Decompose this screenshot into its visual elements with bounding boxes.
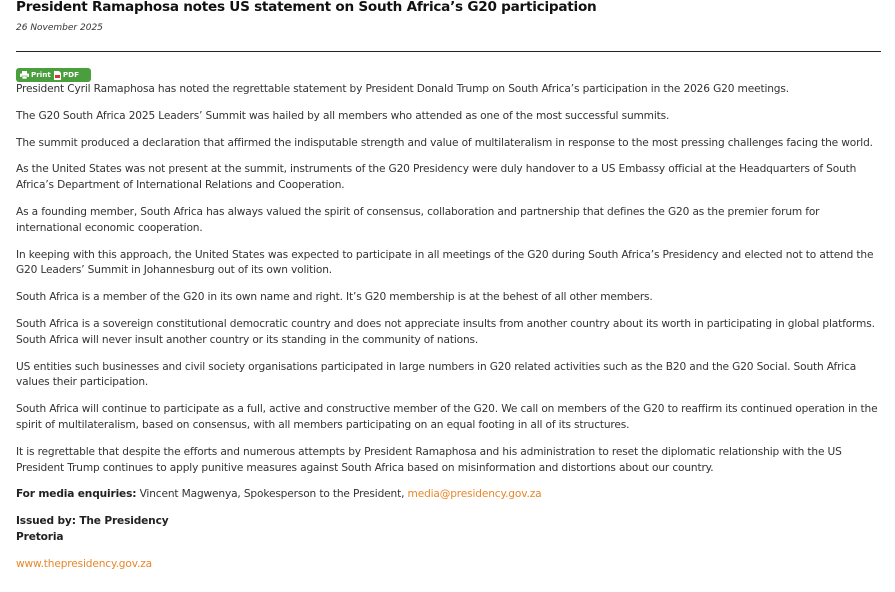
pdf-label: PDF	[62, 70, 79, 79]
issued-by	[16, 514, 882, 546]
paragraph: South Africa is a sovereign constitutional democratic country and does not appreciate insults from another country about its worth in participating in global platforms. South Africa will never insult another country or its standing in the community of nations.	[16, 317, 875, 346]
article	[16, 0, 882, 584]
issued-by-line: Issued by: The Presidency	[16, 515, 169, 528]
media-contact: Vincent Magwenya, Spokesperson to the President,	[139, 488, 405, 501]
website-line	[16, 557, 882, 573]
media-enquiries	[16, 487, 882, 503]
divider	[16, 51, 881, 52]
paragraph: It is regrettable that despite the efforts and numerous attempts by President Ramaphosa and his administration to reset the diplomatic relationship with the US President Trump continues to apply punitive measures against South Africa based on misinformation and distortions about our country.	[16, 445, 842, 474]
issued-location: Pretoria	[16, 530, 64, 543]
paragraph: The G20 South Africa 2025 Leaders’ Summit was hailed by all members who attended as one of the most successful summits.	[16, 109, 670, 122]
publish-date: 26 November 2025	[16, 23, 103, 33]
print-label: Print	[31, 70, 51, 79]
print-button[interactable]	[20, 68, 51, 82]
media-email-link[interactable]: media@presidency.gov.za	[407, 488, 542, 501]
paragraph: South Africa will continue to participate as a full, active and constructive member of the G20. We call on members of the G20 to reaffirm its continued operation in the spirit of multilateralism, based on consensus, with all members participating on an equal footing in all of its structures.	[16, 403, 878, 431]
page-title: President Ramaphosa notes US statement on South Africa’s G20 participation	[16, 0, 597, 15]
article-body	[16, 82, 882, 573]
paragraph: As a founding member, South Africa has always valued the spirit of consensus, collaboration and partnership that defines the G20 as the premier forum for international economic cooperation.	[16, 205, 820, 234]
print-pdf-toolbar	[16, 68, 91, 82]
printer-icon	[20, 71, 29, 79]
paragraph: As the United States was not present at the summit, instruments of the G20 Presidency were duly handover to a US Embassy official at the Headquarters of South Africa’s Department of International Relations and Cooperation.	[16, 163, 857, 192]
website-link[interactable]: www.thepresidency.gov.za	[16, 557, 152, 570]
pdf-icon	[54, 71, 61, 80]
paragraph: In keeping with this approach, the United States was expected to participate in all meetings of the G20 during South Africa’s Presidency and elected not to attend the G20 Leaders’ Summit in Johannesburg out of its own volition.	[16, 248, 874, 277]
paragraph: South Africa is a member of the G20 in its own name and right. It’s G20 membership is at the behest of all other members.	[16, 291, 653, 304]
pdf-button[interactable]	[54, 68, 79, 82]
paragraph: President Cyril Ramaphosa has noted the regrettable statement by President Donald Trump on South Africa’s participation in the 2026 G20 meetings.	[16, 83, 789, 95]
media-label: For media enquiries:	[16, 488, 137, 501]
paragraph: US entities such businesses and civil society organisations participated in large numbers in G20 related activities such as the B20 and the G20 Social. South Africa values their participation.	[16, 360, 857, 389]
paragraph: The summit produced a declaration that affirmed the indisputable strength and value of multilateralism in response to the most pressing challenges facing the world.	[16, 136, 873, 149]
